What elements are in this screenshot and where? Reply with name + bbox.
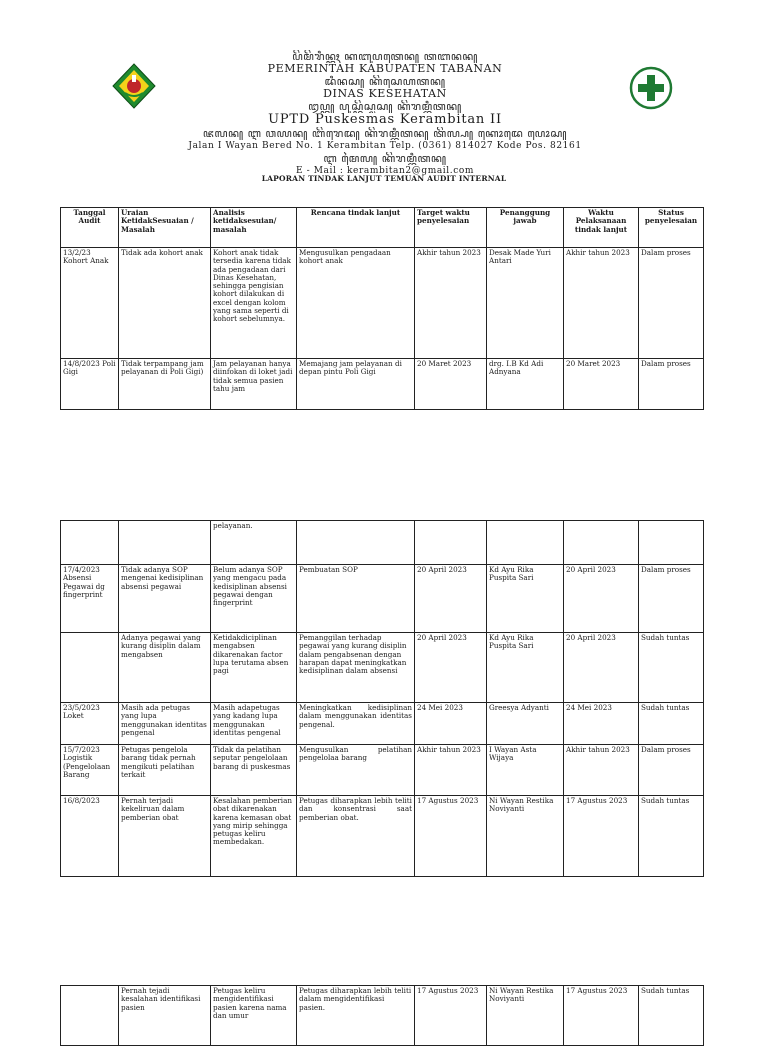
- cell-tanggal: 13/2/23 Kohort Anak: [61, 248, 119, 359]
- cell-uraian: Petugas pengelola barang tidak pernah mengikuti pelatihan terkait: [119, 745, 211, 796]
- cell-tanggal: 17/4/2023 Absensi Pegawai dg fingerprint: [61, 565, 119, 633]
- header-uraian: Uraian KetidakSesuaian / Masalah: [119, 208, 211, 248]
- table-row: [61, 633, 704, 703]
- cell-rencana: Meningkatkan kedisiplinan dalam menggunakan identitas pengenal.: [297, 703, 415, 745]
- cell-target: 20 April 2023: [415, 633, 487, 703]
- letterhead-email: E - Mail : kerambitan2@gmail.com: [295, 166, 475, 176]
- header-target: Target waktu penyelesaian: [415, 208, 487, 248]
- letterhead-script-1: ꦥꦼꦩꦼꦫꦶꦤ꧀ꦠꦃ ꦏꦧꦸꦥꦠꦺꦤ꧀ ꦠꦧꦤꦤ꧀: [292, 50, 478, 63]
- audit-table-2: [60, 520, 704, 877]
- cell-waktu: 20 April 2023: [564, 633, 639, 703]
- table-row: [61, 248, 704, 359]
- cell-status: Dalam proses: [639, 248, 704, 359]
- cell-uraian: Pernah tejadi kesalahan identifikasi pasien: [119, 986, 211, 1046]
- cell-analisis: Jam pelayanan hanya diinfokan di loket jadi tidak semua pasien tahu jam: [211, 359, 297, 410]
- cell-status: Dalam proses: [639, 359, 704, 410]
- cell-tanggal: [61, 521, 119, 565]
- cell-pj: Desak Made Yuri Antari: [487, 248, 564, 359]
- header-pj: Penanggung jawab: [487, 208, 564, 248]
- cell-target: Akhir tahun 2023: [415, 248, 487, 359]
- cell-target: 24 Mei 2023: [415, 703, 487, 745]
- cell-target: 20 April 2023: [415, 565, 487, 633]
- cell-waktu: 17 Agustus 2023: [564, 986, 639, 1046]
- cell-rencana: Petugas diharapkan lebih teliti dalam mengidentifikasi pasien.: [297, 986, 415, 1046]
- cell-status: Dalam proses: [639, 565, 704, 633]
- cell-waktu: 24 Mei 2023: [564, 703, 639, 745]
- cell-pj: drg. I.B Kd Adi Adnyana: [487, 359, 564, 410]
- cell-waktu: 20 April 2023: [564, 565, 639, 633]
- table-row: [61, 703, 704, 745]
- cell-uraian: Masih ada petugas yang lupa menggunakan identitas pengenal: [119, 703, 211, 745]
- cell-analisis: Belum adanya SOP yang mengacu pada kedisiplinan absensi pegawai dengan fingerprint: [211, 565, 297, 633]
- cell-rencana: Memajang jam pelayanan di depan pintu Poli Gigi: [297, 359, 415, 410]
- cell-target: 20 Maret 2023: [415, 359, 487, 410]
- cell-pj: Ni Wayan Restika Noviyanti: [487, 986, 564, 1046]
- letterhead: [150, 50, 620, 177]
- letterhead-department: DINAS KESEHATAN: [323, 87, 447, 100]
- cell-pj: Kd Ayu Rika Puspita Sari: [487, 565, 564, 633]
- table-row: [61, 565, 704, 633]
- letterhead-script-5: ꦆ ꦩꦻꦭ꧀ ꦏꦼꦫꦩ꧀ꦧꦶꦠꦤ꧀: [323, 152, 447, 165]
- cell-analisis: pelayanan.: [211, 521, 297, 565]
- cell-tanggal: [61, 986, 119, 1046]
- cell-waktu: 17 Agustus 2023: [564, 796, 639, 877]
- cell-rencana: [297, 521, 415, 565]
- cell-pj: Greesya Adyanti: [487, 703, 564, 745]
- cell-status: Sudah tuntas: [639, 633, 704, 703]
- cell-analisis: Petugas keliru mengidentifikasi pasien karena nama dan umur: [211, 986, 297, 1046]
- cell-status: Sudah tuntas: [639, 703, 704, 745]
- cell-pj: Kd Ayu Rika Puspita Sari: [487, 633, 564, 703]
- letterhead-government: PEMERINTAH KABUPATEN TABANAN: [267, 62, 503, 75]
- cell-uraian: Tidak adanya SOP mengenai kedisiplinan absensi pegawai: [119, 565, 211, 633]
- cell-waktu: Akhir tahun 2023: [564, 745, 639, 796]
- cell-uraian: Tidak ada kohort anak: [119, 248, 211, 359]
- cell-analisis: Tidak da pelatihan seputar pengelolaan barang di puskesmas: [211, 745, 297, 796]
- cell-analisis: Kohort anak tidak tersedia karena tidak ada pengadaan dari Dinas Kesehatan, sehingga pengisian kohort dilakukan di excel dengan kolom yang sama seperti di kohort sebelumnya.: [211, 248, 297, 359]
- cell-rencana: Pembuatan SOP: [297, 565, 415, 633]
- header-waktu: Waktu Pelaksanaan tindak lanjut: [564, 208, 639, 248]
- cell-tanggal: [61, 633, 119, 703]
- table-row: [61, 359, 704, 410]
- cell-target: 17 Agustus 2023: [415, 986, 487, 1046]
- table-header-row: [61, 208, 704, 248]
- cell-uraian: Tidak terpampang jam pelayanan di Poli Gigi): [119, 359, 211, 410]
- cell-status: [639, 521, 704, 565]
- cell-rencana: Pemanggilan terhadap pegawai yang kurang disiplin dalam pengabsenan dengan harapan dapat meningkatkan kedisiplinan dalam absensi: [297, 633, 415, 703]
- header-status: Status penyelesaian: [639, 208, 704, 248]
- cell-pj: I Wayan Asta Wijaya: [487, 745, 564, 796]
- health-cross-logo: [629, 66, 673, 110]
- header-analisis: Analisis ketidaksesuian/ masalah: [211, 208, 297, 248]
- audit-table-1: [60, 207, 704, 410]
- cell-pj: [487, 521, 564, 565]
- cell-waktu: Akhir tahun 2023: [564, 248, 639, 359]
- table-row: [61, 986, 704, 1046]
- cell-status: Sudah tuntas: [639, 986, 704, 1046]
- table-row: [61, 796, 704, 877]
- cell-target: [415, 521, 487, 565]
- cell-status: Sudah tuntas: [639, 796, 704, 877]
- cell-target: Akhir tahun 2023: [415, 745, 487, 796]
- cell-waktu: 20 Maret 2023: [564, 359, 639, 410]
- cell-uraian: Adanya pegawai yang kurang disiplin dalam mengabsen: [119, 633, 211, 703]
- cell-tanggal: 14/8/2023 Poli Gigi: [61, 359, 119, 410]
- cell-pj: Ni Wayan Restika Noviyanti: [487, 796, 564, 877]
- letterhead-address: Jalan I Wayan Bered No. 1 Kerambitan Telp. (0361) 814027 Kode Pos. 82161: [188, 141, 582, 151]
- cell-tanggal: 15/7/2023 Logistik (Pengelolaan Barang: [61, 745, 119, 796]
- cell-analisis: Ketidakdiciplinan mengabsen dikarenakan factor lupa terutama absen pagi: [211, 633, 297, 703]
- table-row: [61, 745, 704, 796]
- cell-rencana: Petugas diharapkan lebih teliti dan konsentrasi saat pemberian obat.: [297, 796, 415, 877]
- cell-status: Dalam proses: [639, 745, 704, 796]
- letterhead-script-4: ꦗꦭꦤ꧀ ꦆ ꦮꦪꦤ꧀ ꦧꦼꦫꦺꦢ꧀ ꦏꦼꦫꦩ꧀ꦧꦶꦠꦤ꧀ ꦠꦼꦭ꧀ꦥ꧀ ꦏꦺꦴꦢꦺ ꦥꦺꦴꦱ꧀: [202, 127, 568, 140]
- report-title: LAPORAN TINDAK LANJUT TEMUAN AUDIT INTERNAL: [261, 174, 507, 183]
- cell-rencana: Mengusulkan pengadaan kohort anak: [297, 248, 415, 359]
- letterhead-script-2: ꦢꦶꦤꦱ꧀ ꦏꦼꦱꦺꦲꦠꦤ꧀: [324, 75, 446, 88]
- header-tanggal: Tanggal Audit: [61, 208, 119, 248]
- table-row: [61, 521, 704, 565]
- cell-target: 17 Agustus 2023: [415, 796, 487, 877]
- cell-waktu: [564, 521, 639, 565]
- cell-uraian: Pernah terjadi kekeliruan dalam pemberian obat: [119, 796, 211, 877]
- cell-tanggal: 16/8/2023: [61, 796, 119, 877]
- cell-analisis: Masih adapetugas yang kadang lupa menggunakan identitas pengenal: [211, 703, 297, 745]
- letterhead-unit: UPTD Puskesmas Kerambitan II: [268, 112, 502, 127]
- cell-rencana: Mengusulkan pelatihan pengelolaa barang: [297, 745, 415, 796]
- letterhead-script-3: ꦈꦥ꧀ꦠ꧀ꦢ꧀ ꦥꦸꦱ꧀ꦏꦼꦱ꧀ꦩꦱ꧀ ꦏꦼꦫꦩ꧀ꦧꦶꦠꦤ꧀: [308, 100, 462, 113]
- header-rencana: Rencana tindak lanjut: [297, 208, 415, 248]
- audit-table-3: [60, 985, 704, 1046]
- cell-tanggal: 23/5/2023 Loket: [61, 703, 119, 745]
- cell-uraian: [119, 521, 211, 565]
- cell-analisis: Kesalahan pemberian obat dikarenakan karena kemasan obat yang mirip sehingga petugas keliru membedakan.: [211, 796, 297, 877]
